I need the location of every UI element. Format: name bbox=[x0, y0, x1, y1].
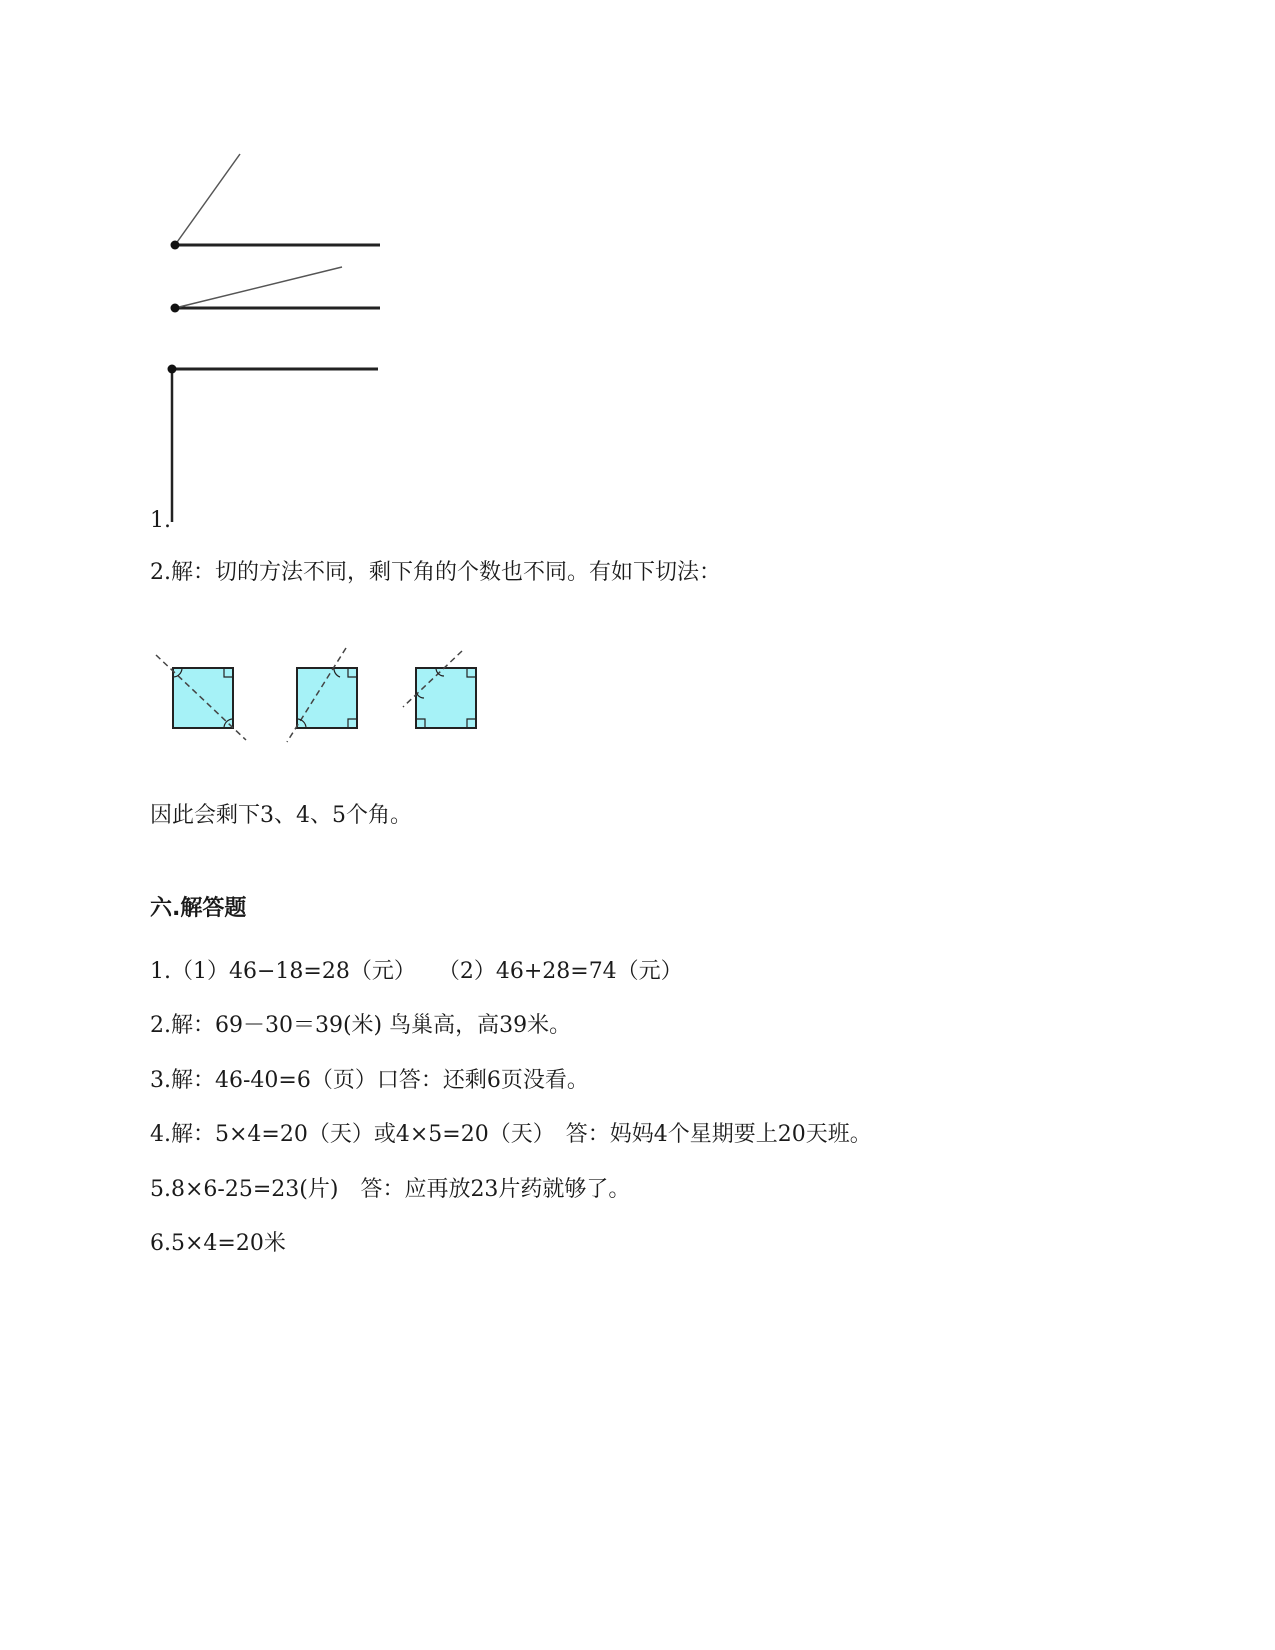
cut-square-corner-off bbox=[403, 651, 476, 728]
answer-5: 5.8×6-25=23(片) 答：应再放23片药就够了。 bbox=[150, 1177, 631, 1202]
cut-squares bbox=[0, 0, 520, 760]
answer-4: 4.解：5×4=20（天）或4×5=20（天） 答：妈妈4个星期要上20天班。 bbox=[150, 1122, 872, 1147]
cut-square-corner bbox=[287, 648, 357, 742]
answer-1: 1.（1）46−18=28（元） （2）46+28=74（元） bbox=[150, 959, 683, 984]
q2-text: 2.解：切的方法不同，剩下角的个数也不同。有如下切法： bbox=[150, 560, 721, 585]
q1-number: 1. bbox=[150, 508, 171, 533]
answer-3: 3.解：46-40=6（页）口答：还剩6页没看。 bbox=[150, 1068, 589, 1093]
answer-6: 6.5×4=20米 bbox=[150, 1231, 286, 1256]
section-heading: 六.解答题 bbox=[150, 896, 247, 921]
conclusion-text: 因此会剩下3、4、5个角。 bbox=[150, 803, 412, 828]
cut-square-diagonal bbox=[156, 655, 246, 740]
answer-2: 2.解：69－30＝39(米) 鸟巢高，高39米。 bbox=[150, 1013, 572, 1038]
